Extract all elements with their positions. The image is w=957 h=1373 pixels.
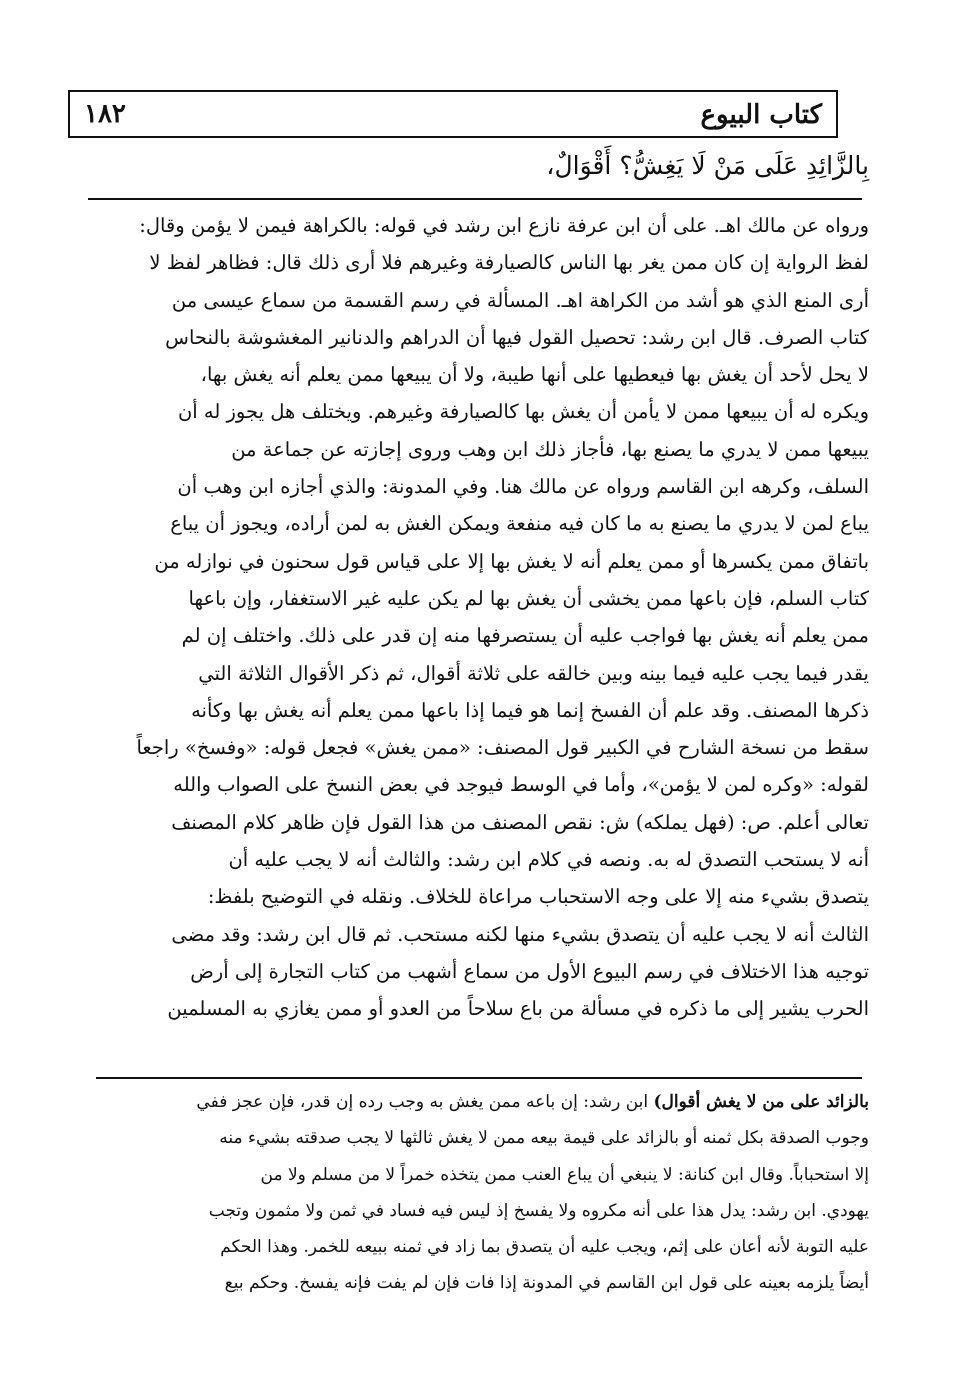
commentary-line: لقوله: «وكره لمن لا يؤمن»، وأما في الوسط فيوجد في بعض النسخ على الصواب والله (173, 773, 869, 797)
chapter-title: كتاب البيوع (700, 100, 822, 130)
footnote-divider (96, 1077, 862, 1079)
footnote-line (89, 1084, 869, 1120)
footnote-line: يهودي. ابن رشد: يدل هذا على أنه مكروه ولا يفسخ إذ ليس فيه فساد في ثمن ولا مثمون وتجب (208, 1200, 869, 1221)
commentary-line: الثالث أنه لا يجب عليه أن يتصدق بشيء منها لكنه مستحب. ثم قال ابن رشد: وقد مضى (171, 922, 869, 946)
commentary-line: كتاب السلم، فإن باعها ممن يخشى أن يغش بها لم يكن عليه غير الاستغفار، وإن باعها (188, 586, 869, 610)
commentary-line: أنه لا يستحب التصدق له به. ونصه في كلام ابن رشد: والثالث أنه لا يجب عليه أن (228, 848, 869, 872)
commentary-line: يبيعها ممن لا يدري ما يصنع بها، فأجاز ذلك ابن وهب وروى إجازته عن جماعة من (231, 437, 869, 461)
matn-divider (88, 198, 862, 200)
commentary-line: يتصدق بشيء منه إلا على وجه الاستحباب مراعاة للخلاف. ونقله في التوضيح بلفظ: (207, 885, 869, 909)
commentary-line: يقدر فيما يجب عليه فيما بينه وبين خالقه على ثلاثة أقوال، ثم ذكر الأقوال الثلاثة التي (198, 661, 869, 685)
footnote-line: أيضاً يلزمه بعينه على قول ابن القاسم في المدونة إذا فات فإن لم يفت فإنه يفسخ. وحكم بيع (224, 1273, 869, 1294)
matn-text: بِالزَّائِدِ عَلَى مَنْ لَا يَغِشُّ؟ أَقْوَالٌ، (546, 151, 869, 180)
commentary-line: توجيه هذا الاختلاف في رسم البيوع الأول من سماع أشهب من كتاب التجارة إلى أرض (190, 959, 869, 983)
commentary-line: السلف، وكرهه ابن القاسم ورواه عن مالك هنا. وفي المدونة: والذي أجازه ابن وهب أن (177, 475, 869, 499)
footnote-lemma: بالزائد على من لا يغش أقوال) (653, 1092, 869, 1112)
commentary-line: سقط من نسخة الشارح في الكبير قول المصنف: «ممن يغش» فجعل قوله: «وفسخ» راجعاً (136, 736, 869, 760)
commentary-line: ممن يعلم أنه يغش بها فواجب عليه أن يستصرفها منه إن قدر على ذلك. واختلف إن لم (181, 624, 869, 648)
commentary-line: لفظ الرواية إن كان ممن يغر بها الناس كالصيارفة وغيرهم فلا أرى ذلك قال: فظاهر لفظ لا (149, 251, 869, 275)
footnote-line: وجوب الصدقة بكل ثمنه أو بالزائد على قيمة بيعه ممن لا يغش ثالثها لا يجب صدقته بشيء منه (219, 1128, 869, 1149)
commentary-line: يباع لمن لا يدري ما يصنع به ما كان فيه منفعة ويمكن الغش به لمن أراده، ويجوز أن يباع (170, 512, 869, 536)
commentary-line: لا يحل لأحد أن يغش بها فيعطيها على أنها طيبة، ولا أن يبيعها ممن يعلم أنه يغش بها، (200, 363, 869, 387)
commentary-body (89, 207, 869, 1028)
commentary-line: الحرب يشير إلى ما ذكره في مسألة من باع سلاحاً من العدو أو ممن يغازي به المسلمين (167, 997, 869, 1021)
commentary-line: باتفاق ممن يكسرها أو ممن يعلم أنه لا يغش بها إلا على قياس قول سحنون في نوازله من (154, 549, 869, 573)
footnote-line: عليه التوبة لأنه أعان على إثم، ويجب عليه أن يتصدق بما زاد في ثمنه ببيعه للخمر. وهذا الحكم (220, 1237, 869, 1258)
page-header (68, 90, 838, 138)
page-number: ١٨٢ (84, 99, 126, 129)
footnote-line: إلا استحباباً. وقال ابن كنانة: لا ينبغي أن يباع العنب ممن يتخذه خمراً لا من مسلم ولا من (260, 1164, 869, 1185)
commentary-line: ذكرها المصنف. وقد علم أن الفسخ إنما هو فيما إذا باعها ممن يعلم أنه يغش بها وكأنه (191, 698, 869, 722)
footnote-section (89, 1084, 869, 1302)
commentary-line: تعالى أعلم. ص: (فهل يملكه) ش: نقص المصنف من هذا القول فإن ظاهر كلام المصنف (171, 810, 869, 834)
commentary-line: ورواه عن مالك اهـ. على أن ابن عرفة نازع ابن رشد في قوله: بالكراهة فيمن لا يؤمن وقال: (139, 214, 869, 237)
commentary-line: ويكره له أن يبيعها ممن لا يأمن أن يغش بها كالصيارفة وغيرهم. ويختلف هل يجوز له أن (177, 400, 869, 424)
commentary-line: كتاب الصرف. قال ابن رشد: تحصيل القول فيها أن الدراهم والدنانير المغشوشة بالنحاس (165, 325, 869, 349)
footnote-lemma-rest: ابن رشد: إن باعه ممن يغش به وجب رده إن قدر، فإن عجز ففي (196, 1092, 654, 1112)
commentary-line: أرى المنع الذي هو أشد من الكراهة اهـ. المسألة في رسم القسمة من سماع عيسى من (171, 288, 869, 312)
